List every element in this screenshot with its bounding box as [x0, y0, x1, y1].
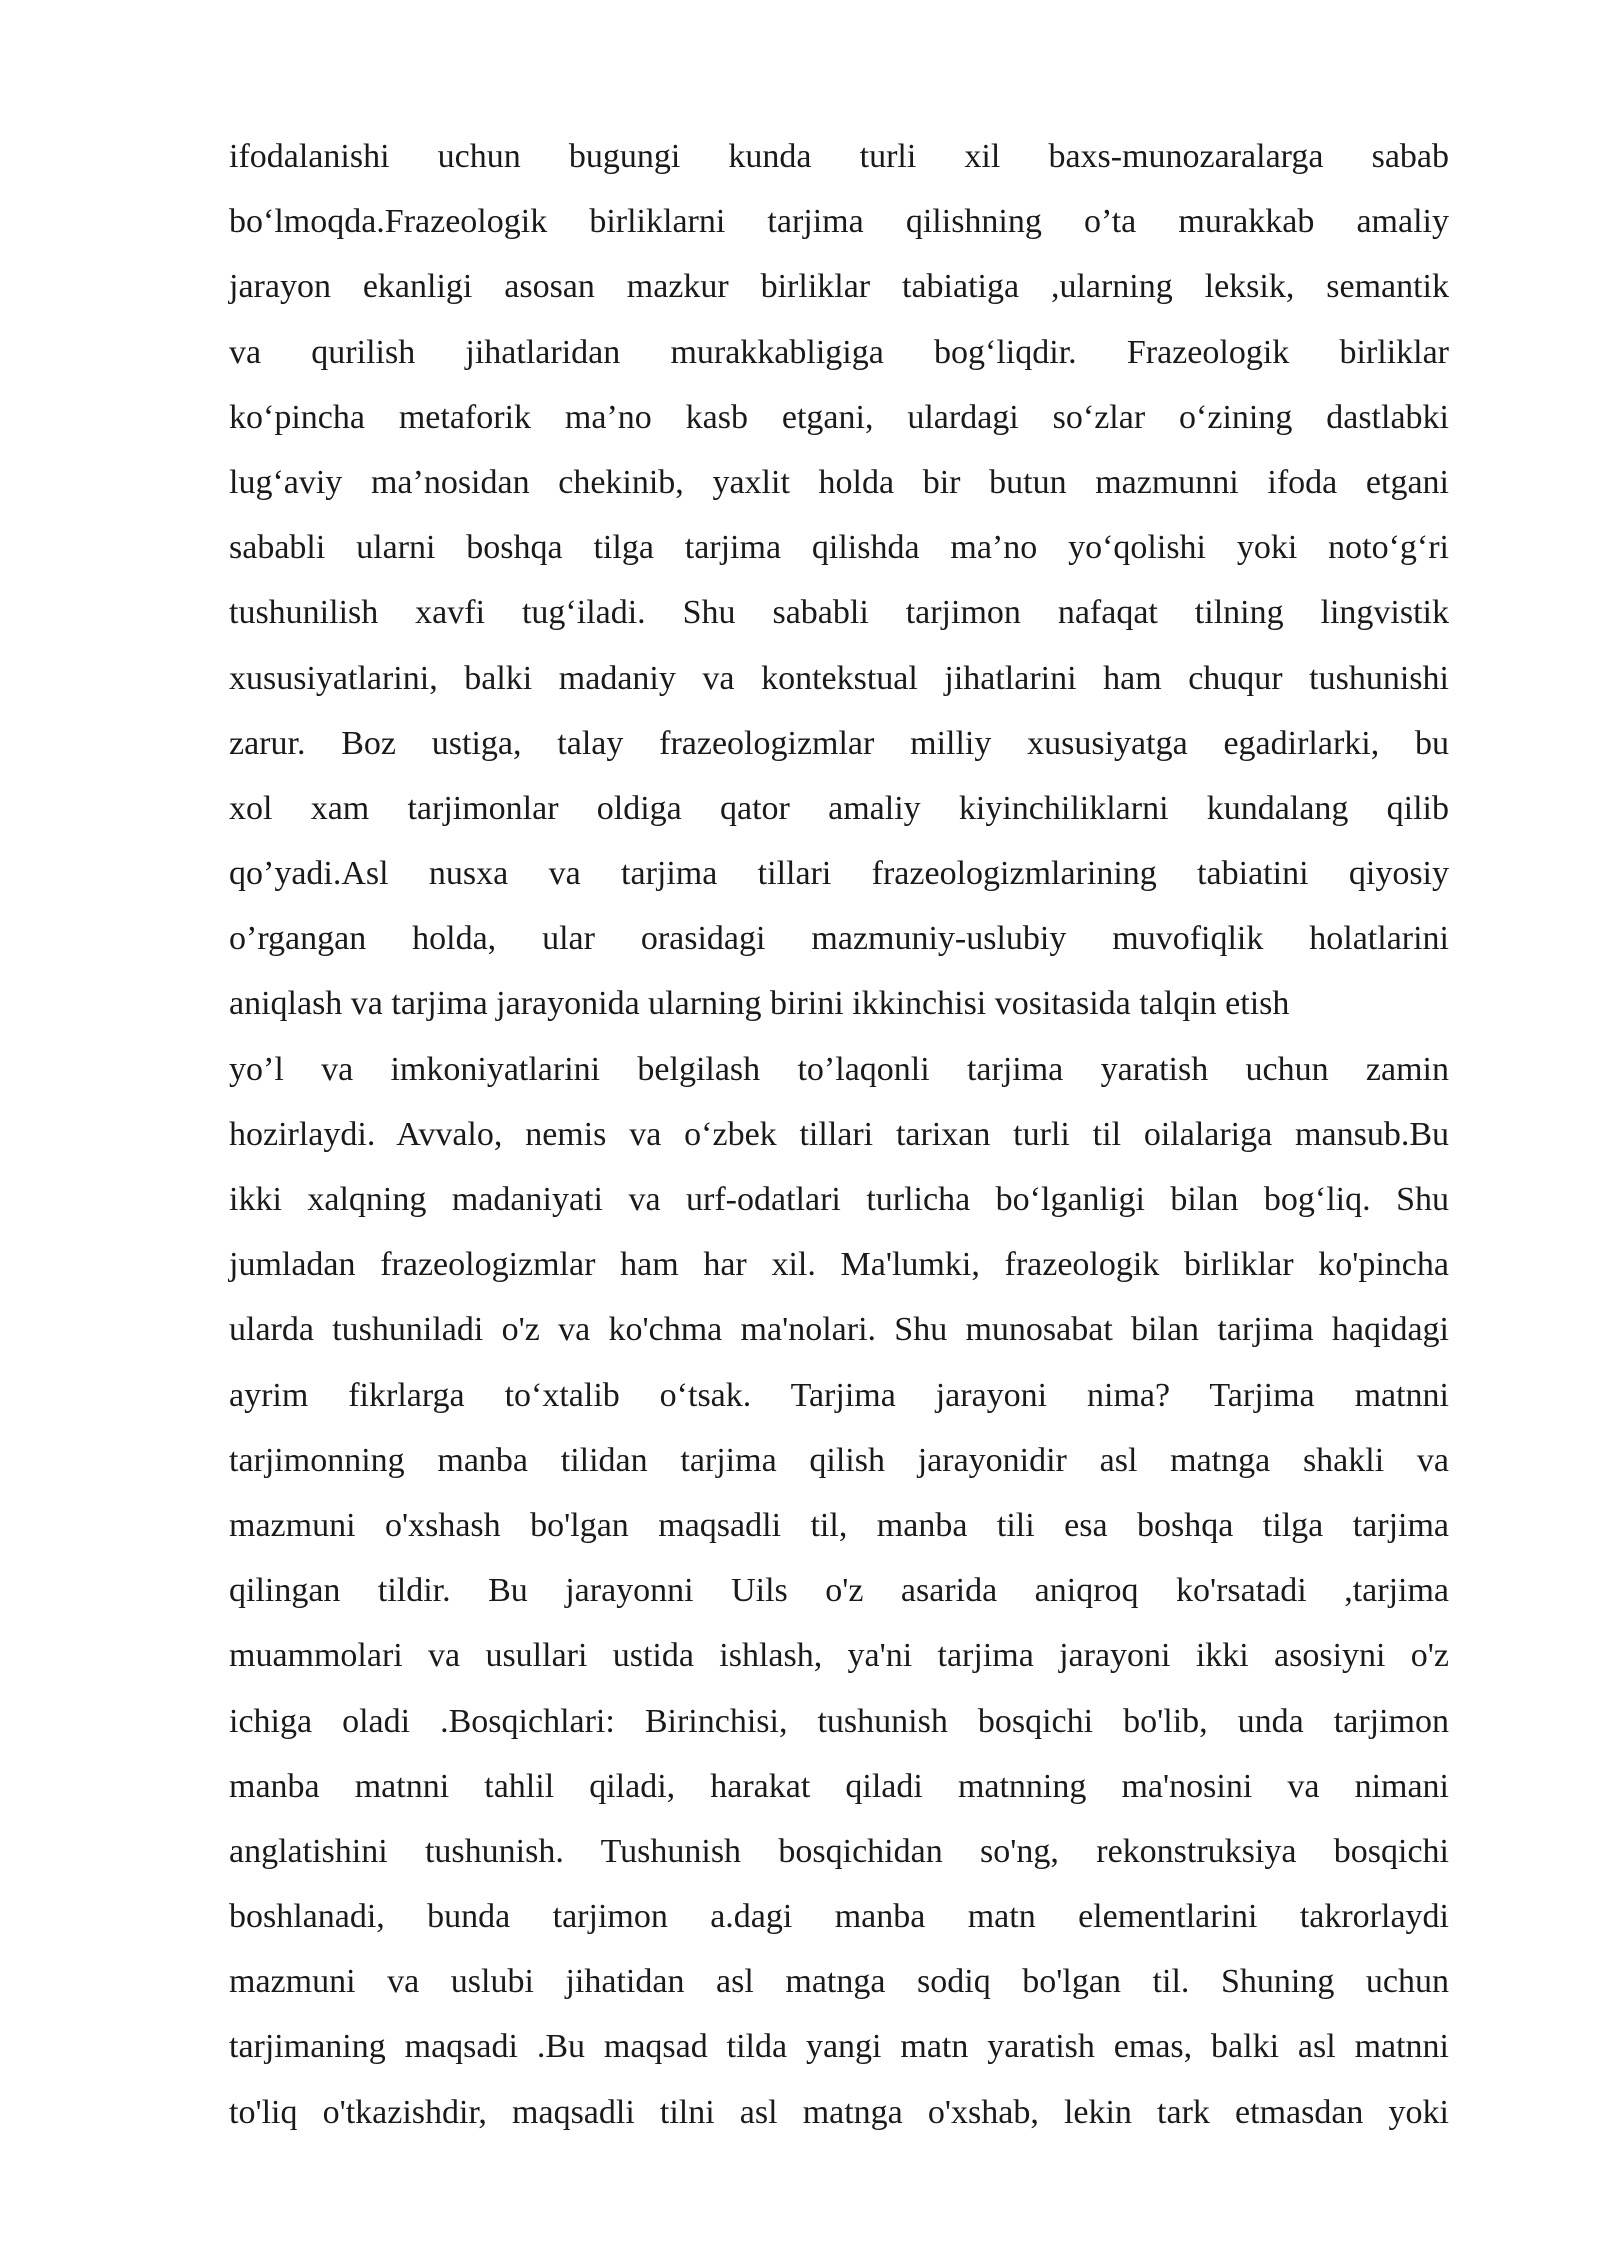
text-line: o’rgangan holda, ular orasidagi mazmuniy-uslubiy muvofiqlik holatlarini: [229, 920, 1449, 958]
text-line: va qurilish jihatlaridan murakkabligiga bog‘liqdir. Frazeologik birliklar: [229, 333, 1449, 371]
text-line: lug‘aviy ma’nosidan chekinib, yaxlit holda bir butun mazmunni ifoda etgani: [229, 463, 1449, 501]
text-line: ichiga oladi .Bosqichlari: Birinchisi, tushunish bosqichi bo'lib, unda tarjimon: [229, 1702, 1449, 1740]
text-line: tushunilish xavfi tug‘iladi. Shu sababli tarjimon nafaqat tilning lingvistik: [229, 594, 1449, 632]
text-line: tarjimonning manba tilidan tarjima qilish jarayonidir asl matnga shakli va: [229, 1441, 1449, 1479]
text-line: hozirlaydi. Avvalo, nemis va o‘zbek tillari tarixan turli til oilalariga mansub.Bu: [229, 1115, 1449, 1153]
text-line: sababli ularni boshqa tilga tarjima qilishda ma’no yo‘qolishi yoki noto‘g‘ri: [229, 529, 1449, 567]
text-line: bo‘lmoqda.Frazeologik birliklarni tarjima qilishning o’ta murakkab amaliy: [229, 203, 1449, 241]
text-line: anglatishini tushunish. Tushunish bosqichidan so'ng, rekonstruksiya bosqichi: [229, 1832, 1449, 1870]
text-line: to'liq o'tkazishdir, maqsadli tilni asl matnga o'xshab, lekin tark etmasdan yoki: [229, 2093, 1449, 2131]
text-line: qo’yadi.Asl nusxa va tarjima tillari frazeologizmlarining tabiatini qiyosiy: [229, 855, 1449, 893]
text-line: ifodalanishi uchun bugungi kunda turli xil baxs-munozaralarga sabab: [229, 138, 1449, 175]
text-line: tarjimaning maqsadi .Bu maqsad tilda yangi matn yaratish emas, balki asl matnni: [229, 2028, 1449, 2066]
text-line: ko‘pincha metaforik ma’no kasb etgani, ulardagi so‘zlar o‘zining dastlabki: [229, 398, 1449, 436]
text-line: ayrim fikrlarga to‘xtalib o‘tsak. Tarjima jarayoni nima? Tarjima matnni: [229, 1376, 1449, 1414]
text-line: ikki xalqning madaniyati va urf-odatlari turlicha bo‘lganligi bilan bog‘liq. Shu: [229, 1181, 1449, 1218]
text-line: aniqlash va tarjima jarayonida ularning birini ikkinchisi vositasida talqin etish: [229, 985, 1290, 1023]
text-line: jumladan frazeologizmlar ham har xil. Ma'lumki, frazeologik birliklar ko'pincha: [229, 1246, 1449, 1284]
body-text: [229, 128, 1449, 2149]
text-line: ularda tushuniladi o'z va ko'chma ma'nolari. Shu munosabat bilan tarjima haqidagi: [229, 1311, 1449, 1349]
text-line: manba matnni tahlil qiladi, harakat qiladi matnning ma'nosini va nimani: [229, 1767, 1449, 1805]
text-line: yo’l va imkoniyatlarini belgilash to’laqonli tarjima yaratish uchun zamin: [229, 1050, 1449, 1088]
text-line: muammolari va usullari ustida ishlash, ya'ni tarjima jarayoni ikki asosiyni o'z: [229, 1637, 1449, 1675]
text-line: mazmuni va uslubi jihatidan asl matnga sodiq bo'lgan til. Shuning uchun: [229, 1963, 1449, 2001]
text-line: xususiyatlarini, balki madaniy va kontekstual jihatlarini ham chuqur tushunishi: [229, 659, 1449, 697]
text-line: xol xam tarjimonlar oldiga qator amaliy kiyinchiliklarni kundalang qilib: [229, 789, 1449, 827]
text-line: jarayon ekanligi asosan mazkur birliklar tabiatiga ,ularning leksik, semantik: [229, 268, 1449, 306]
text-line: boshlanadi, bunda tarjimon a.dagi manba matn elementlarini takrorlaydi: [229, 1898, 1449, 1936]
text-line: zarur. Boz ustiga, talay frazeologizmlar milliy xususiyatga egadirlarki, bu: [229, 724, 1449, 762]
text-line: qilingan tildir. Bu jarayonni Uils o'z asarida aniqroq ko'rsatadi ,tarjima: [229, 1572, 1449, 1610]
text-line: mazmuni o'xshash bo'lgan maqsadli til, manba tili esa boshqa tilga tarjima: [229, 1506, 1449, 1544]
